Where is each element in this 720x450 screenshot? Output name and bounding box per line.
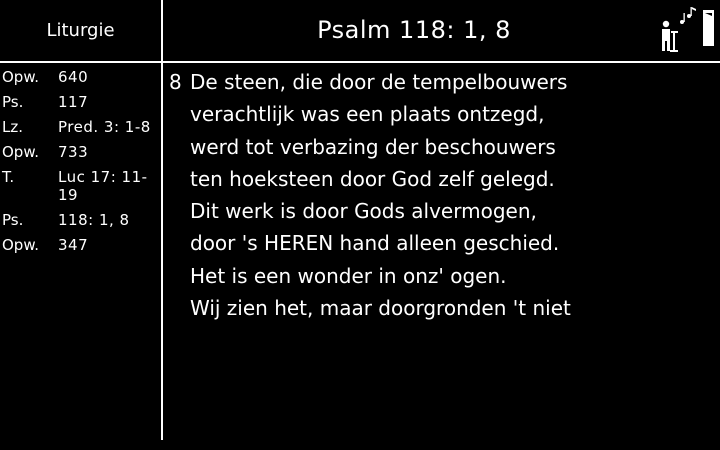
verse-line: ten hoeksteen door God zelf gelegd. [190,166,555,191]
verse-line: door 's HEREN hand alleen geschied. [190,231,560,256]
horizontal-divider [0,61,720,63]
liturgy-item [2,168,160,204]
liturgy-item-ref: 640 [58,68,89,86]
verse-line: Wij zien het, maar doorgronden 't niet [190,296,571,321]
page-title: Psalm 118: 1, 8 [317,16,511,44]
liturgy-item [2,118,160,136]
liturgy-item-type: Opw. [2,68,39,86]
liturgy-item-type: T. [2,168,15,186]
liturgy-item-ref: 117 [58,93,89,111]
verse-number: 8 [169,70,182,94]
liturgy-item-ref: Luc 17: 11-19 [58,168,148,204]
vertical-divider [161,0,163,440]
liturgy-item-type: Ps. [2,93,24,111]
verse-line: werd tot verbazing der beschouwers [190,134,556,159]
liturgy-item [2,143,160,161]
verse-line: Het is een wonder in onz' ogen. [190,263,507,288]
verse-lines [190,66,710,324]
liturgy-item [2,211,160,229]
liturgy-heading: Liturgie [46,19,115,41]
singing-person-icon [656,4,716,56]
liturgy-item [2,93,160,111]
verse-line: verachtlijk was een plaats ontzegd, [190,102,545,127]
liturgy-item-ref: 118: 1, 8 [58,211,130,229]
liturgy-list [2,68,160,261]
liturgy-item [2,68,160,86]
liturgy-item-type: Opw. [2,236,39,254]
verse-line: De steen, die door de tempelbouwers [190,70,568,94]
verse-line: Dit werk is door Gods alvermogen, [190,199,537,224]
liturgy-item-ref: Pred. 3: 1-8 [58,118,151,136]
liturgy-item-ref: 347 [58,236,89,254]
liturgy-item-type: Opw. [2,143,39,161]
liturgy-item-type: Ps. [2,211,24,229]
liturgy-item-type: Lz. [2,118,23,136]
liturgy-item [2,236,160,254]
liturgy-item-ref: 733 [58,143,89,161]
